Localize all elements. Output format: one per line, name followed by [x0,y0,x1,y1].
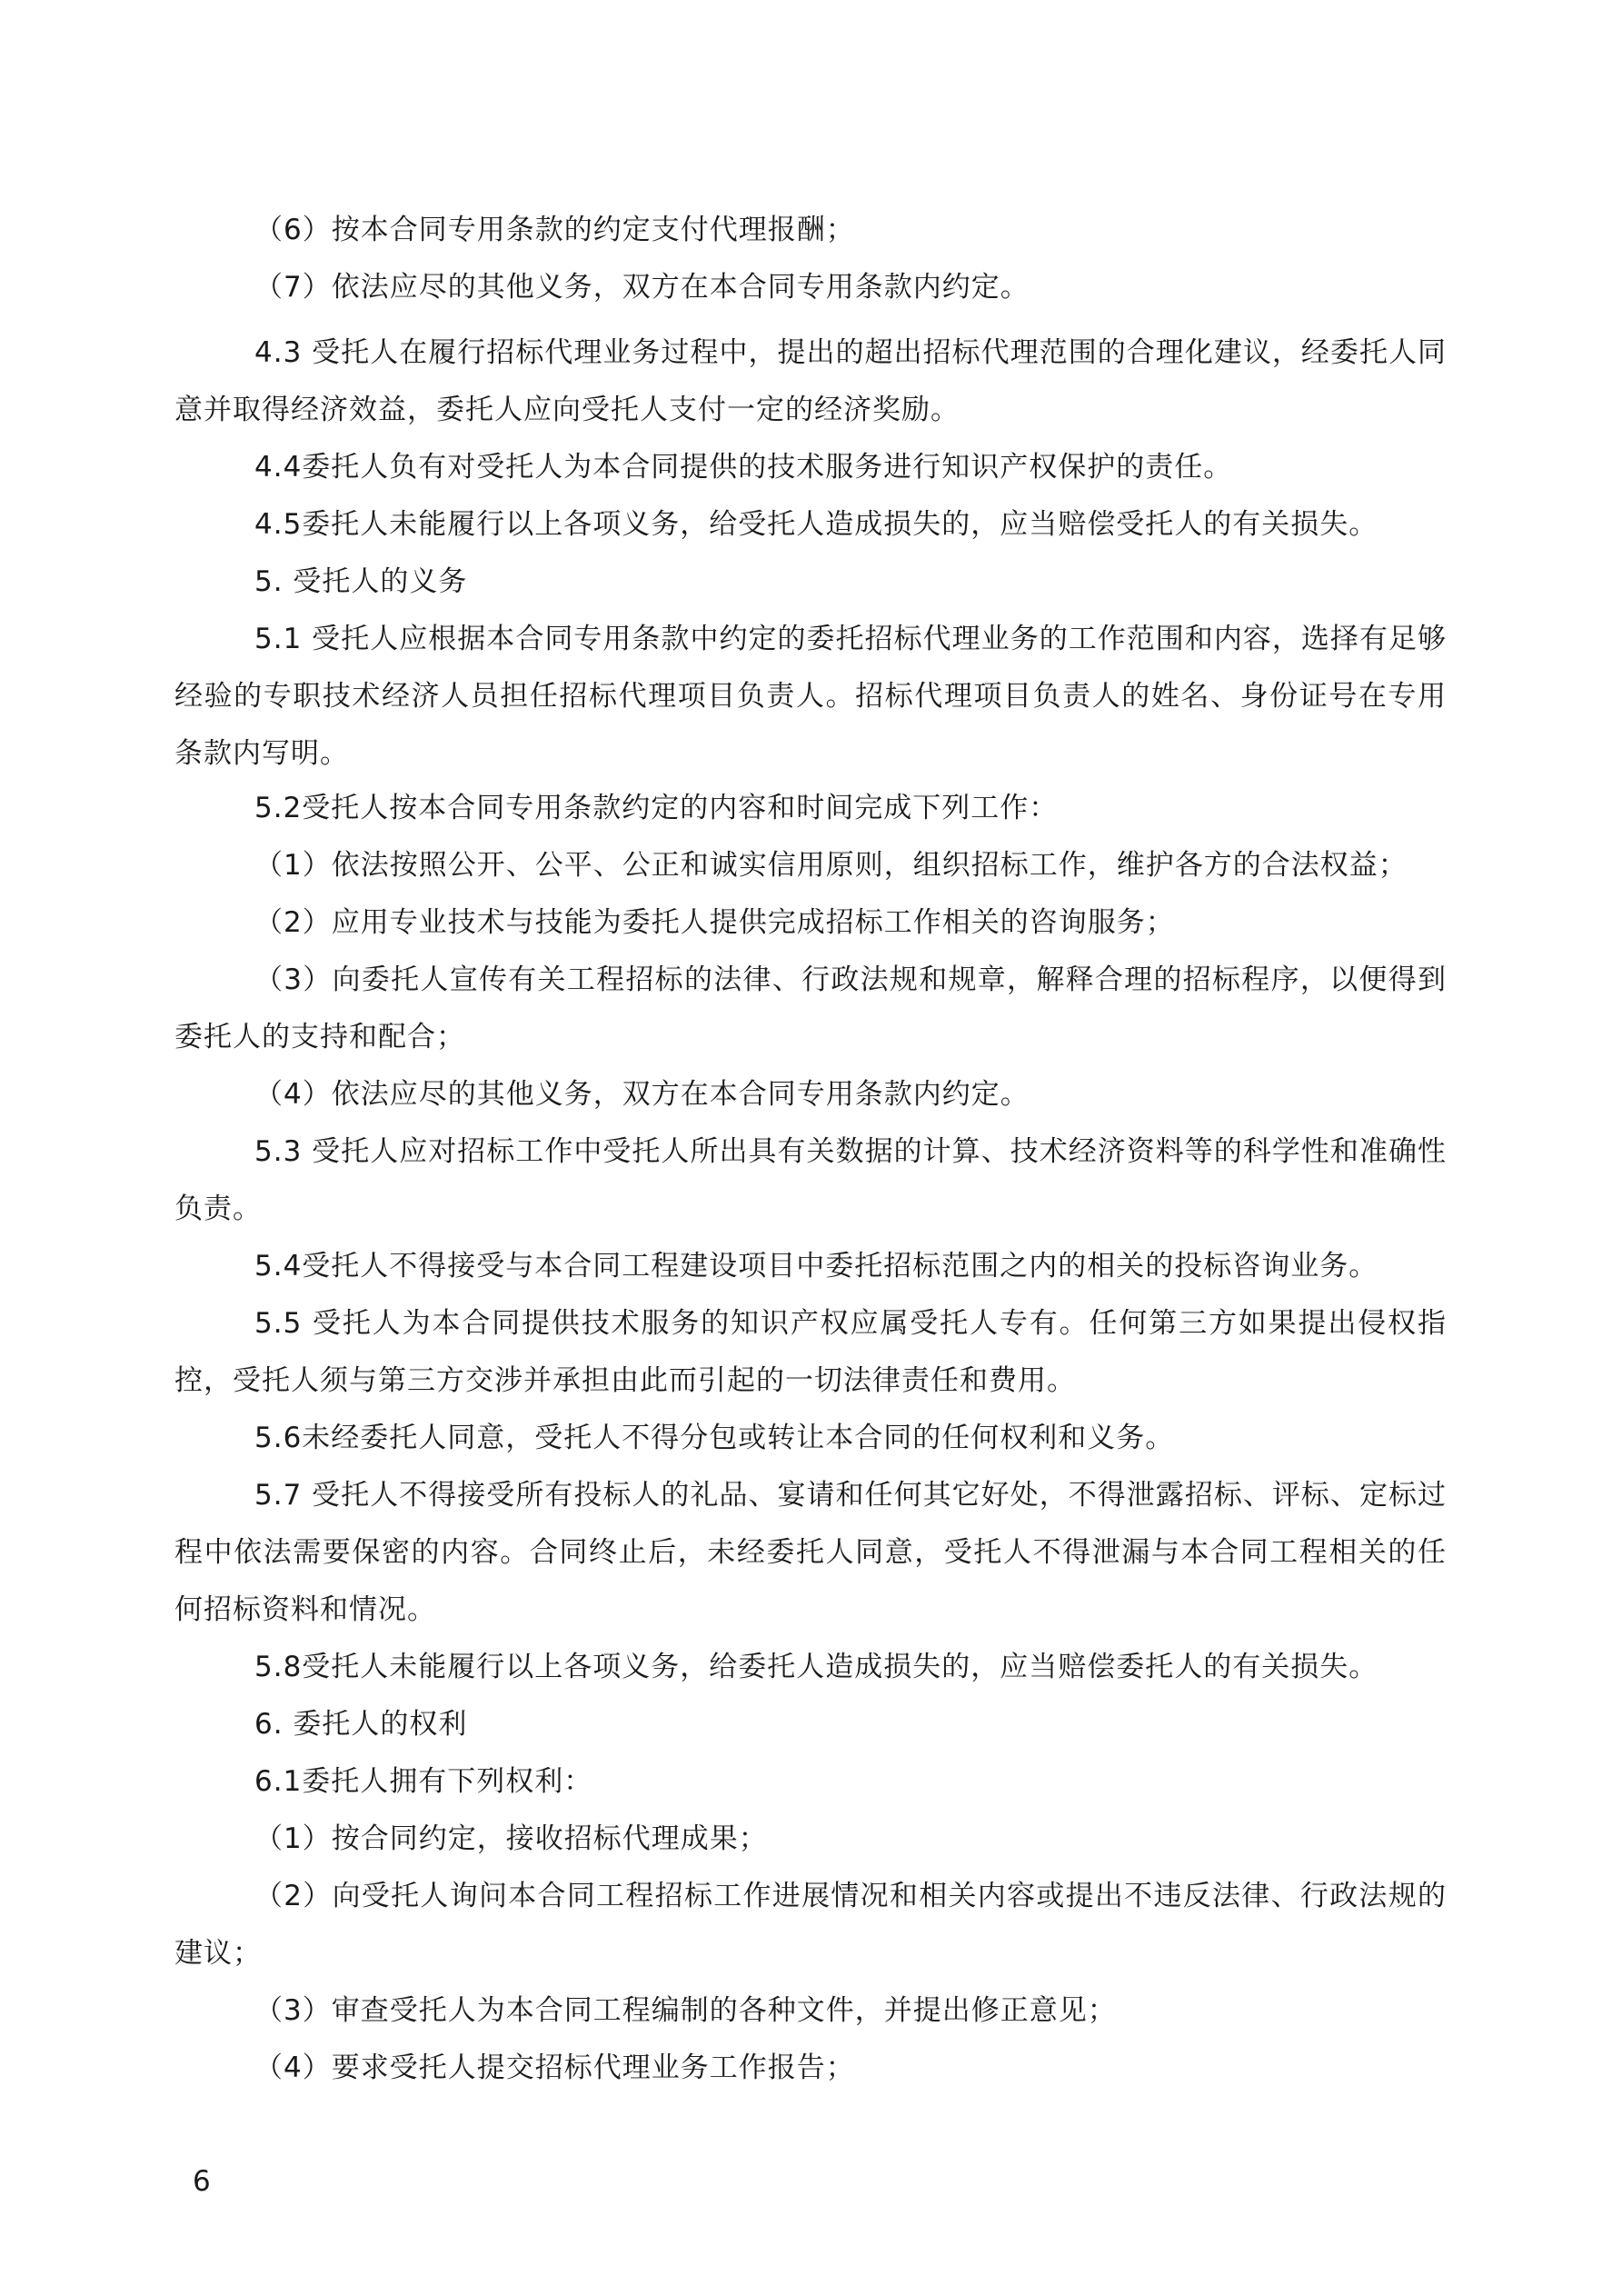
section-heading: 5. 受托人的义务 [254,565,468,598]
list-item: （3）审查受托人为本合同工程编制的各种文件，并提出修正意见； [254,1994,1117,2027]
paragraph: 5.6未经委托人同意，受托人不得分包或转让本合同的任何权利和义务。 [254,1422,1175,1454]
paragraph: 5.4受托人不得接受与本合同工程建设项目中委托招标范围之内的相关的投标咨询业务。 [254,1250,1378,1283]
paragraph: 5.2受托人按本合同专用条款约定的内容和时间完成下列工作： [254,792,1059,824]
paragraph: 6.1委托人拥有下列权利： [254,1765,593,1798]
list-item: （4）依法应尽的其他义务，双方在本合同专用条款内约定。 [254,1078,1030,1111]
page-number: 6 [193,2165,211,2198]
paragraph: （7）依法应尽的其他义务，双方在本合同专用条款内约定。 [254,271,1030,304]
paragraph: （6）按本合同专用条款的约定支付代理报酬； [254,214,855,246]
section-heading: 6. 委托人的权利 [254,1708,468,1741]
paragraph: 4.4委托人负有对受托人为本合同提供的技术服务进行知识产权保护的责任。 [254,451,1233,484]
paragraph: 5.7 受托人不得接受所有投标人的礼品、宴请和任何其它好处，不得泄露招标、评标、定标过程中依法需要保密的内容。合同终止后，未经委托人同意，受托人不得泄漏与本合同工程相关的任何招标资料和情况。 [174,1479,1447,1626]
list-item: （3）向委托人宣传有关工程招标的法律、行政法规和规章，解释合理的招标程序，以便得到委托人的支持和配合； [174,963,1447,1053]
list-item: （1）按合同约定，接收招标代理成果； [254,1822,768,1855]
paragraph: 5.8受托人未能履行以上各项义务，给委托人造成损失的，应当赔偿委托人的有关损失。 [254,1651,1378,1683]
list-item: （4）要求受托人提交招标代理业务工作报告； [254,2051,855,2084]
list-item: （2）应用专业技术与技能为委托人提供完成招标工作相关的咨询服务； [254,906,1175,939]
paragraph: 4.5委托人未能履行以上各项义务，给受托人造成损失的，应当赔偿受托人的有关损失。 [254,508,1378,541]
paragraph: 5.1 受托人应根据本合同专用条款中约定的委托招标代理业务的工作范围和内容，选择有足够经验的专职技术经济人员担任招标代理项目负责人。招标代理项目负责人的姓名、身份证号在专用条款内写明。 [174,623,1447,770]
list-item: （2）向受托人询问本合同工程招标工作进展情况和相关内容或提出不违反法律、行政法规的建议； [174,1880,1447,1970]
paragraph: 4.3 受托人在履行招标代理业务过程中，提出的超出招标代理范围的合理化建议，经委托人同意并取得经济效益，委托人应向受托人支付一定的经济奖励。 [174,336,1447,426]
paragraph: 5.3 受托人应对招标工作中受托人所出具有关数据的计算、技术经济资料等的科学性和准确性负责。 [174,1135,1447,1225]
paragraph: 5.5 受托人为本合同提供技术服务的知识产权应属受托人专有。任何第三方如果提出侵权指控，受托人须与第三方交涉并承担由此而引起的一切法律责任和费用。 [174,1307,1447,1397]
list-item: （1）依法按照公开、公平、公正和诚实信用原则，组织招标工作，维护各方的合法权益； [254,849,1408,882]
